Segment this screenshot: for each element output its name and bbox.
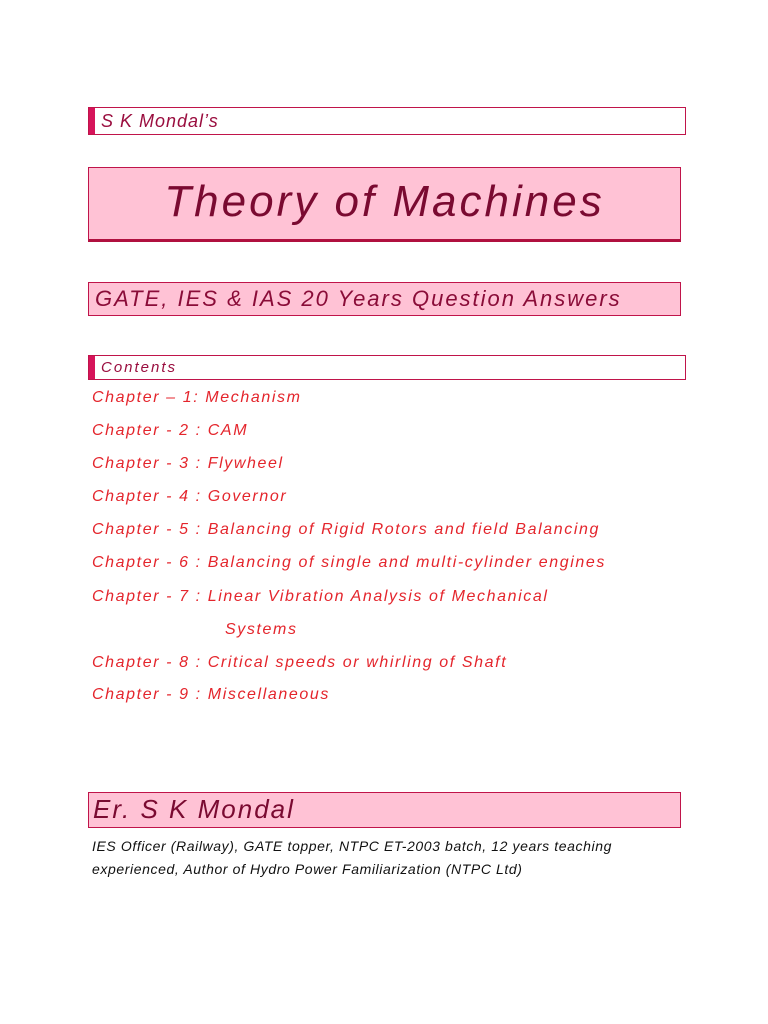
title-box — [88, 167, 681, 242]
accent-bar — [89, 356, 95, 379]
chapter-item: Chapter - 3 : Flywheel — [92, 455, 284, 472]
chapter-item: Chapter – 1: Mechanism — [92, 389, 302, 406]
page-title: Theory of Machines — [164, 177, 605, 226]
author-header-box — [88, 107, 686, 135]
chapter-item-continuation: Systems — [225, 621, 298, 638]
chapter-item: Chapter - 7 : Linear Vibration Analysis of Mechanical — [92, 588, 549, 605]
chapter-item: Chapter - 4 : Governor — [92, 488, 288, 505]
author-name-box — [88, 792, 681, 828]
chapter-item: Chapter - 5 : Balancing of Rigid Rotors and field Balancing — [92, 521, 600, 538]
chapter-item: Chapter - 2 : CAM — [92, 422, 249, 439]
contents-heading: Contents — [101, 359, 178, 376]
subtitle-box — [88, 282, 681, 316]
contents-header-box — [88, 355, 686, 380]
chapter-item: Chapter - 9 : Miscellaneous — [92, 686, 330, 703]
author-header-label: S K Mondal’s — [101, 111, 219, 131]
chapter-item: Chapter - 6 : Balancing of single and multi-cylinder engines — [92, 554, 607, 571]
page-subtitle: GATE, IES & IAS 20 Years Question Answers — [95, 286, 622, 311]
author-name: Er. S K Mondal — [93, 794, 295, 824]
author-description-line: IES Officer (Railway), GATE topper, NTPC ET-2003 batch, 12 years teaching — [92, 838, 613, 854]
accent-bar — [89, 108, 95, 134]
chapter-item: Chapter - 8 : Critical speeds or whirling of Shaft — [92, 654, 508, 671]
author-description-line: experienced, Author of Hydro Power Familiarization (NTPC Ltd) — [92, 861, 523, 877]
